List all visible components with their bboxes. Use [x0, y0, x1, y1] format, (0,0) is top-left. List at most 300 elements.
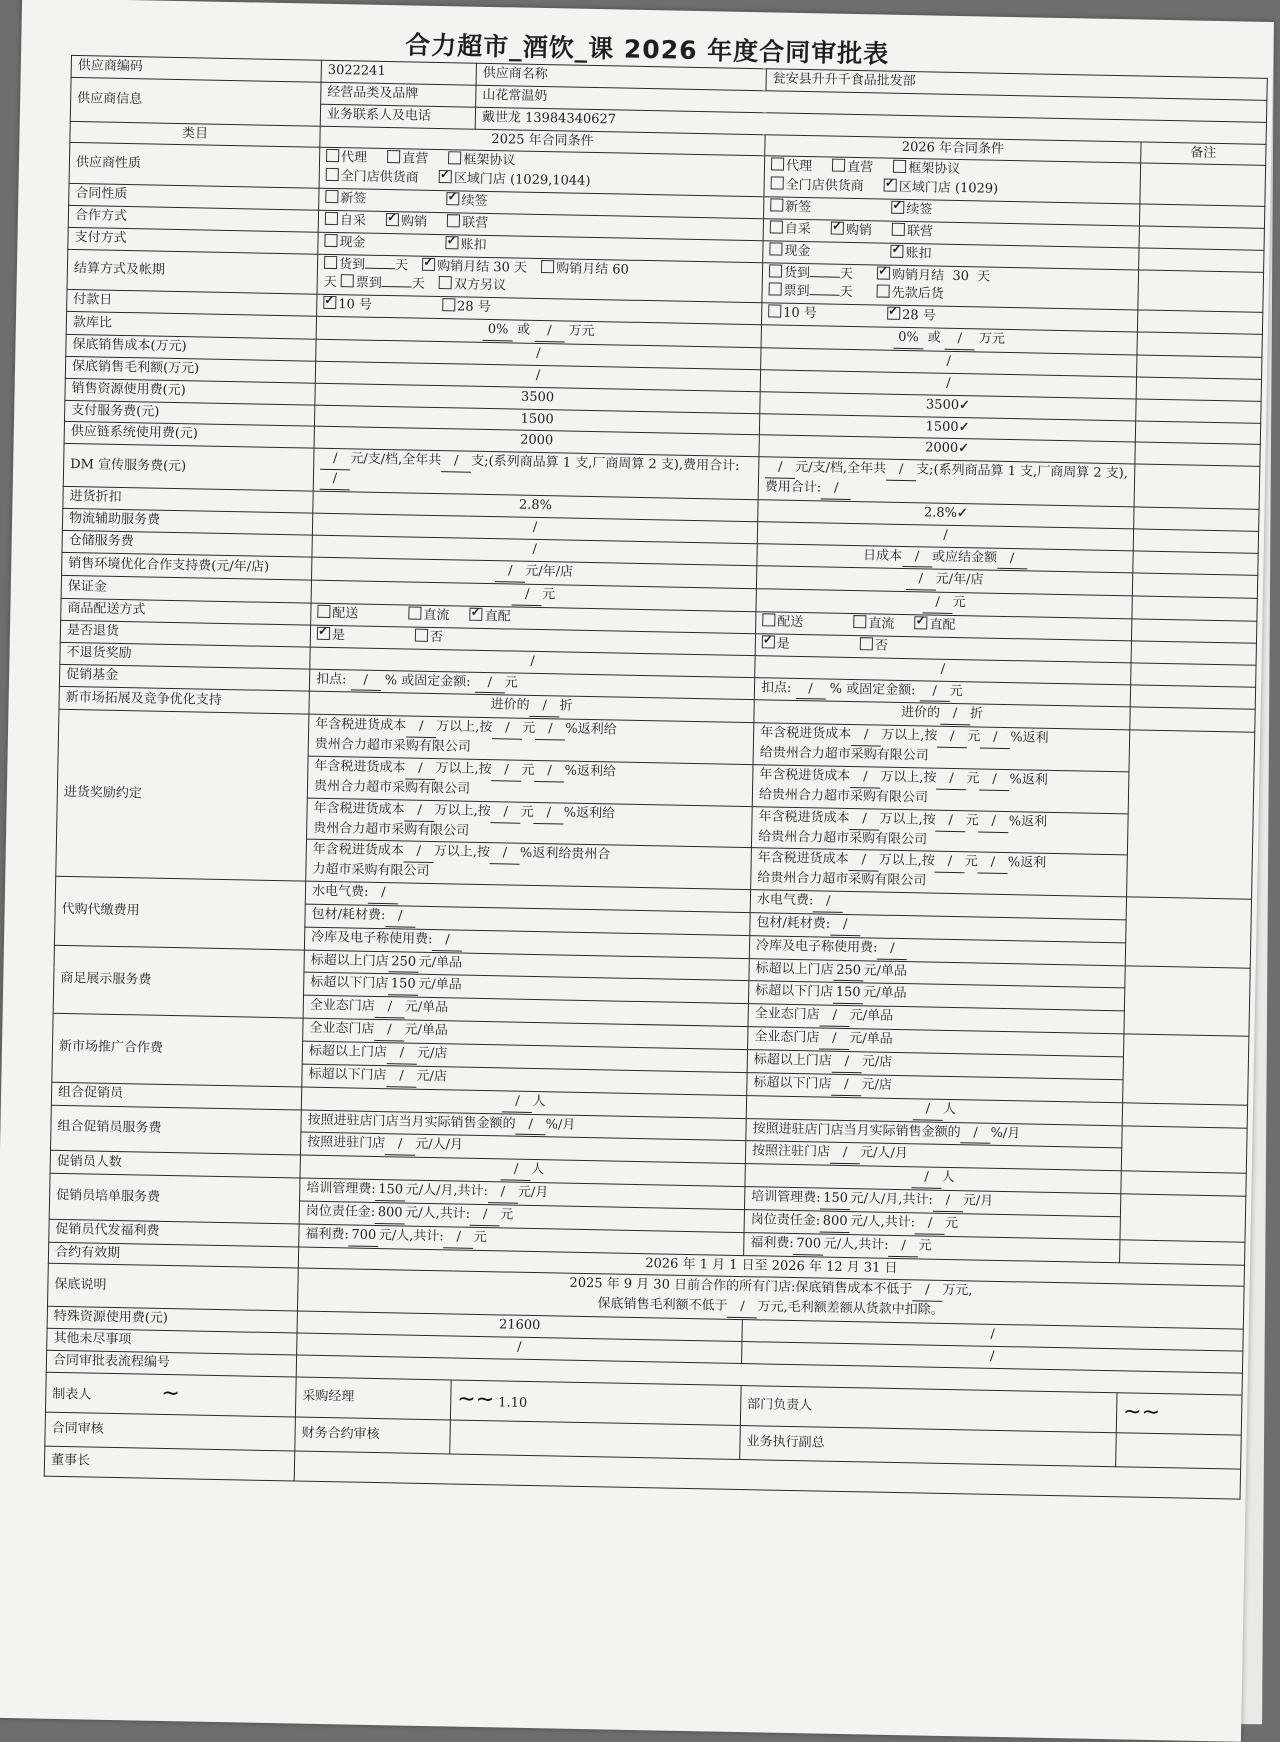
t: 购销月结 60 — [556, 260, 629, 278]
blank: / — [386, 1067, 416, 1087]
checkbox[interactable] — [541, 260, 554, 273]
t: 标超以下门店 — [755, 983, 834, 1001]
t: 贵州合力超市采购有限公司 — [314, 736, 471, 755]
t: 元 — [522, 721, 536, 737]
opt-label: 区域门店 — [898, 180, 951, 197]
t: 元/店 — [416, 1068, 448, 1085]
t: 元/店 — [861, 1077, 892, 1093]
blank: / — [831, 1076, 861, 1096]
value: 700 — [794, 1235, 824, 1255]
checkbox-checked[interactable] — [439, 170, 452, 183]
label: 销售环境优化合作支持费(元/年/店) — [62, 553, 312, 581]
t: 贵州合力超市采购有限公司 — [313, 778, 471, 797]
checkbox[interactable] — [769, 264, 782, 277]
checkbox-checked[interactable] — [890, 244, 903, 257]
contact-value: 戴世龙 13984340627 — [475, 107, 1266, 144]
note-cell — [1131, 619, 1256, 643]
checkbox[interactable] — [769, 283, 782, 296]
checkbox[interactable] — [770, 198, 783, 211]
opt-label: 全门店供货商 — [340, 169, 419, 186]
checkbox-checked[interactable] — [831, 221, 844, 234]
finance-review-sign — [450, 1420, 741, 1460]
checkbox[interactable] — [892, 223, 905, 236]
value: 150 — [388, 976, 418, 996]
note-cell — [1135, 442, 1260, 466]
checkbox[interactable] — [317, 605, 330, 618]
checkbox[interactable] — [893, 160, 906, 173]
t: 折 — [969, 706, 984, 723]
blank: / — [432, 931, 462, 951]
t: %/月 — [990, 1125, 1021, 1141]
blank: / — [534, 804, 564, 824]
checkbox[interactable] — [447, 214, 460, 227]
blank — [365, 267, 395, 269]
label: 进货奖励约定 — [56, 710, 309, 882]
note-cell — [1132, 596, 1257, 621]
t: 万以上,按 — [878, 852, 936, 870]
t: 给贵州合力超市采购有限公司 — [759, 745, 929, 764]
cell-2026 — [758, 457, 1135, 507]
blank: / — [387, 1044, 417, 1064]
t: 年含税进货成本 — [759, 767, 851, 785]
cell-2025: 21600 — [297, 1311, 742, 1341]
t: 万以上,按 — [434, 802, 491, 819]
t: 元/人/月 — [859, 1145, 909, 1162]
label: 商品配送方式 — [61, 598, 311, 625]
label: 供应链系统使用费(元) — [64, 422, 314, 449]
vp-label: 业务执行副总 — [740, 1425, 1117, 1466]
t: 标超以上门店 — [308, 1043, 388, 1061]
t: 天 — [411, 276, 426, 293]
checkbox-checked[interactable] — [317, 627, 330, 640]
note-cell — [1134, 464, 1260, 509]
blank: / — [529, 697, 559, 717]
checkbox[interactable] — [771, 177, 784, 190]
cell-2025: 2.8% — [313, 491, 758, 521]
opt-label: 10 号 — [338, 297, 373, 314]
checkbox[interactable] — [387, 150, 400, 163]
t: 或应结金额 — [931, 549, 998, 566]
opt-label: 直流 — [868, 616, 895, 632]
label: 物流辅助服务费 — [62, 508, 312, 535]
value: 700 — [349, 1226, 379, 1246]
t: 年含税进货成本 — [314, 758, 406, 776]
label: 促销基金 — [59, 664, 309, 692]
blank: / — [937, 728, 967, 748]
t: 元 — [966, 771, 980, 787]
blank: / — [915, 1214, 945, 1234]
t: % 或固定金额: — [384, 672, 471, 690]
note-cell — [1137, 355, 1262, 379]
blank: / — [936, 770, 966, 790]
t: 元/人/月 — [415, 1137, 464, 1153]
cell-2025: 1500 — [314, 405, 759, 435]
note-cell — [1133, 550, 1258, 575]
buyer-manager-label: 采购经理 — [295, 1377, 451, 1420]
cell-2025: / — [312, 535, 757, 566]
blank: / — [406, 718, 436, 738]
maker-cell — [45, 1372, 296, 1417]
cell-2025: 2000 — [314, 427, 759, 457]
value: 150 — [820, 1190, 850, 1210]
label: 组合促销员服务费 — [50, 1105, 301, 1155]
blank: / — [912, 1282, 942, 1302]
checkbox-checked[interactable] — [446, 236, 459, 249]
label: 仓储服务费 — [62, 530, 312, 558]
blank: / — [978, 812, 1008, 832]
category-label: 经营品类及品牌 — [321, 82, 476, 107]
t: 按照注驻门店 — [751, 1143, 831, 1161]
supplier-name-value: 瓮安县升升千食品批发部 — [766, 69, 1267, 100]
handwritten-check-icon: ✓ — [956, 505, 969, 522]
note-cell — [1138, 270, 1264, 313]
t: 万以上,按 — [433, 844, 491, 861]
t: 天 — [394, 257, 409, 274]
value: 250 — [833, 961, 863, 981]
t: 人 — [532, 1093, 546, 1109]
t: 万以上,按 — [880, 727, 938, 744]
checkbox-checked[interactable] — [422, 257, 435, 270]
checkbox[interactable] — [324, 234, 337, 247]
opt-label: 10 号 — [783, 305, 818, 322]
t: 人 — [942, 1101, 957, 1117]
t: 元/单品 — [404, 1022, 448, 1039]
blank: / — [515, 1115, 545, 1135]
checkbox[interactable] — [442, 298, 455, 311]
t: 元/支/档,全年共 — [795, 460, 887, 477]
region-stores: (1029) — [954, 181, 999, 197]
note-cell — [1137, 310, 1262, 334]
opt-label: 区域门店 — [453, 171, 507, 188]
checkbox[interactable] — [326, 168, 339, 181]
t: 年含税进货成本 — [312, 842, 404, 859]
maker-signature: ~ — [161, 1381, 181, 1407]
cell-2025: / — [312, 513, 757, 543]
t: 支;(系列商品算 1 支,厂商周算 2 支),费用合计: — [764, 462, 1129, 496]
cell-2026 — [762, 262, 1139, 310]
blank: / — [475, 673, 505, 693]
t: 天 — [323, 275, 337, 291]
blank: / — [940, 705, 970, 725]
t: %返利给贵州合 — [519, 846, 611, 863]
cell-2026: / — [755, 655, 1131, 684]
note-cell — [1139, 248, 1264, 272]
blank: / — [488, 1183, 518, 1203]
label: 特殊资源使用费(元) — [47, 1306, 297, 1333]
blank: / — [933, 1192, 963, 1212]
t: 支;(系列商品算 1 支,厂商周算 2 支),费用合计: — [471, 453, 740, 475]
validity-value: 2026 年 1 月 1 日至 2026 年 12 月 31 日 — [298, 1247, 1244, 1287]
cell-2026 — [753, 723, 1130, 772]
value: 150 — [833, 984, 863, 1004]
blank: / — [830, 1144, 860, 1164]
contract-review-label: 合同审核 — [45, 1412, 296, 1451]
checkbox-checked[interactable] — [386, 213, 399, 226]
t: 元 — [499, 1207, 514, 1223]
t: 万以上,按 — [435, 761, 492, 778]
cell-2025: / — [316, 339, 761, 369]
checkbox-checked[interactable] — [884, 179, 897, 192]
t: 标超以上门店 — [755, 960, 834, 978]
t: 按照进驻店门店当月实际销售金额的 — [752, 1120, 961, 1140]
checkbox[interactable] — [853, 615, 866, 628]
blank: / — [495, 563, 525, 583]
checkbox[interactable] — [877, 285, 890, 298]
t: 或 — [517, 322, 531, 338]
checkbox-checked[interactable] — [762, 635, 775, 648]
checkbox-checked[interactable] — [914, 616, 927, 629]
supplier-name-label: 供应商名称 — [476, 63, 766, 90]
t: 元/月 — [962, 1193, 994, 1209]
checkbox[interactable] — [325, 212, 338, 225]
checkbox-checked[interactable] — [877, 266, 890, 279]
blank: / — [727, 1298, 757, 1318]
checkbox-checked[interactable] — [470, 608, 483, 621]
t: 福利费: — [750, 1234, 794, 1251]
t: 年含税进货成本 — [315, 717, 407, 734]
t: 标超以上门店 — [310, 952, 389, 969]
checkbox[interactable] — [769, 242, 782, 255]
opt-label: 购销 — [400, 214, 428, 230]
note-cell — [1127, 730, 1255, 899]
blank: / — [935, 853, 965, 873]
t: 元 — [944, 1215, 959, 1232]
blank: / — [534, 322, 564, 342]
t: %返利 — [1009, 772, 1048, 788]
blank: / — [441, 452, 471, 472]
opt-label: 直配 — [929, 617, 956, 634]
checkbox[interactable] — [448, 152, 461, 165]
label: 保底说明 — [48, 1264, 299, 1311]
note-cell — [1121, 1171, 1246, 1196]
t: 标超以上门店 — [753, 1052, 833, 1069]
opt-label: 是 — [331, 627, 346, 644]
t: 贵州合力超市采购有限公司 — [313, 820, 470, 839]
opt-label: 框架协议 — [908, 161, 961, 178]
t: 冷库及电子称使用费: — [755, 937, 878, 956]
blank: / — [945, 330, 975, 350]
column-2026: 2026 年合同条件 — [765, 134, 1141, 163]
opt-label: 续签 — [461, 193, 488, 210]
t: 年含税进货成本 — [757, 850, 849, 868]
label: 付款日 — [67, 290, 317, 317]
value: 150 — [375, 1181, 405, 1201]
t: 天 — [977, 268, 991, 285]
opt-label: 28 号 — [901, 308, 936, 324]
note-cell — [1137, 332, 1262, 357]
checkbox-checked[interactable] — [323, 296, 336, 309]
t: 元 — [542, 587, 556, 603]
label: DM 宣传服务费(元) — [63, 444, 314, 491]
checkbox[interactable] — [341, 275, 354, 288]
checkbox[interactable] — [860, 637, 873, 650]
note-cell — [1133, 529, 1258, 553]
t: %返利给 — [564, 763, 617, 780]
t: 天 — [839, 285, 853, 301]
label: 合约有效期 — [48, 1242, 298, 1269]
t: 元/单品 — [863, 985, 907, 1002]
label: 促销员代发福利费 — [49, 1219, 299, 1247]
label: 合同审批表流程编号 — [46, 1350, 296, 1377]
dept-head-signature: ~~ — [1122, 1399, 1161, 1426]
t: 货到 — [783, 265, 811, 281]
t: 水电气费: — [311, 883, 369, 900]
t: 双方另议 — [453, 277, 507, 294]
note-cell — [1140, 163, 1266, 206]
note-cell — [1130, 707, 1255, 732]
dept-head-label: 部门负责人 — [740, 1385, 1117, 1432]
t: 万以上,按 — [880, 769, 937, 786]
t: 购销月结 — [891, 267, 945, 284]
t: 先款后货 — [891, 286, 944, 303]
checkbox[interactable] — [768, 305, 781, 318]
t: 日成本 — [862, 547, 903, 564]
checkbox[interactable] — [832, 159, 845, 172]
label: 新市场推广合作费 — [52, 1013, 303, 1086]
label: 促销员人数 — [50, 1150, 300, 1178]
opt-label: 28 号 — [456, 299, 491, 316]
t: %/月 — [545, 1116, 576, 1133]
t: 包材/耗材费: — [756, 915, 831, 932]
t: 元/月 — [517, 1184, 549, 1201]
t: 元/单品 — [404, 999, 449, 1016]
note-cell — [1136, 399, 1261, 423]
opt-label: 购销 — [845, 222, 873, 239]
blank: / — [886, 461, 916, 481]
note-cell — [1121, 1125, 1247, 1173]
blank: / — [320, 470, 350, 490]
label: 保证金 — [61, 576, 311, 604]
blank: / — [813, 892, 843, 912]
t: 元/单品 — [418, 977, 462, 994]
blank: / — [935, 811, 965, 831]
cell-2025: 3500 — [315, 383, 760, 413]
blank: / — [765, 459, 795, 479]
t: 扣点: — [315, 671, 347, 687]
t: 福利费: — [305, 1226, 349, 1243]
label: 销售资源使用费(元) — [65, 378, 315, 405]
opt-label: 代理 — [785, 159, 813, 175]
t: 给贵州合力超市采购有限公司 — [758, 828, 928, 848]
t: 天 — [839, 266, 854, 282]
note-cell — [1125, 897, 1251, 968]
opt-label: 现金 — [784, 243, 811, 259]
checkbox[interactable] — [324, 255, 337, 268]
blank: / — [980, 729, 1010, 749]
checkbox-checked[interactable] — [891, 201, 904, 214]
checkbox[interactable] — [408, 607, 421, 620]
label: 合作方式 — [68, 205, 318, 232]
opt-label: 直流 — [423, 607, 450, 624]
t: %返利给 — [563, 805, 616, 822]
t: 人 — [941, 1170, 955, 1186]
t: 冷库及电子称使用费: — [310, 929, 433, 947]
label: 是否退货 — [60, 620, 310, 647]
t: 元/年/店 — [525, 564, 574, 581]
blank: / — [960, 1124, 990, 1144]
t: 30 — [952, 268, 970, 284]
note-cell — [1131, 663, 1256, 687]
checkbox[interactable] — [325, 190, 338, 203]
t: 全业态门店 — [754, 1029, 820, 1046]
cell-2025: / — [310, 647, 755, 677]
column-2025: 2025 年合同条件 — [320, 126, 765, 156]
checkbox-checked[interactable] — [887, 307, 900, 320]
buyer-manager-sign — [450, 1380, 741, 1426]
checkbox[interactable] — [771, 158, 784, 171]
opt-label: 配送 — [332, 606, 359, 622]
opt-label: 账扣 — [905, 245, 932, 262]
cell-2026: / — [761, 348, 1137, 377]
opt-label: 否 — [874, 638, 889, 654]
opt-label: 直营 — [847, 160, 874, 176]
t: 年含税进货成本 — [759, 725, 852, 743]
label: 保底销售成本(万元) — [66, 334, 316, 361]
dept-head-sign — [1116, 1392, 1242, 1434]
t: 全业态门店 — [309, 997, 375, 1015]
cell-2026: / — [742, 1320, 1243, 1351]
form-title: 合力超市_酒饮_课 2026 年度合同审批表 — [405, 30, 890, 69]
finance-review-label: 财务合约审核 — [295, 1417, 451, 1454]
t: 元/单品 — [849, 1031, 893, 1048]
checkbox[interactable] — [770, 220, 783, 233]
label: 进货折扣 — [63, 486, 313, 513]
t: 元 — [520, 804, 534, 820]
blank: / — [385, 907, 415, 927]
value: 1500 — [925, 418, 959, 435]
t: 票到 — [783, 284, 810, 300]
note-cell — [1120, 1240, 1245, 1265]
t: 元 — [521, 762, 535, 778]
opt-label: 联营 — [906, 223, 934, 240]
blank: / — [443, 1228, 473, 1248]
blank: / — [492, 719, 522, 739]
t: 按照进驻门店 — [307, 1135, 386, 1152]
value: 3500 — [925, 397, 960, 413]
blank: / — [906, 570, 936, 590]
t: %返利 — [1008, 813, 1048, 830]
checkbox-checked[interactable] — [446, 192, 459, 205]
t: 元/人,共计: — [823, 1236, 889, 1253]
blank: / — [877, 939, 907, 959]
blank — [810, 276, 840, 278]
t: 万以上,按 — [879, 811, 936, 828]
t: 元 — [949, 683, 963, 699]
t: 元/单品 — [863, 962, 908, 979]
checkbox[interactable] — [415, 629, 428, 642]
blank: / — [913, 1100, 943, 1120]
opt-label: 联营 — [462, 215, 489, 231]
blank: / — [911, 1168, 941, 1188]
checkbox[interactable] — [762, 613, 775, 626]
label: 商足展示服务费 — [53, 945, 304, 1018]
blank: / — [997, 549, 1027, 569]
value: 800 — [375, 1204, 405, 1224]
t: 元 — [918, 1238, 932, 1254]
blank: / — [820, 1007, 850, 1027]
blank: / — [849, 810, 879, 830]
t: 年含税进货成本 — [758, 808, 850, 826]
checkbox[interactable] — [439, 276, 452, 289]
opt-label: 续签 — [906, 202, 933, 218]
blank: / — [888, 1237, 918, 1257]
label: 保底销售毛利额(万元) — [65, 356, 315, 383]
blank: / — [375, 998, 405, 1018]
note-cell — [1139, 204, 1264, 228]
checkbox[interactable] — [326, 149, 339, 162]
blank: / — [978, 854, 1008, 874]
opt-label: 直配 — [484, 609, 511, 625]
